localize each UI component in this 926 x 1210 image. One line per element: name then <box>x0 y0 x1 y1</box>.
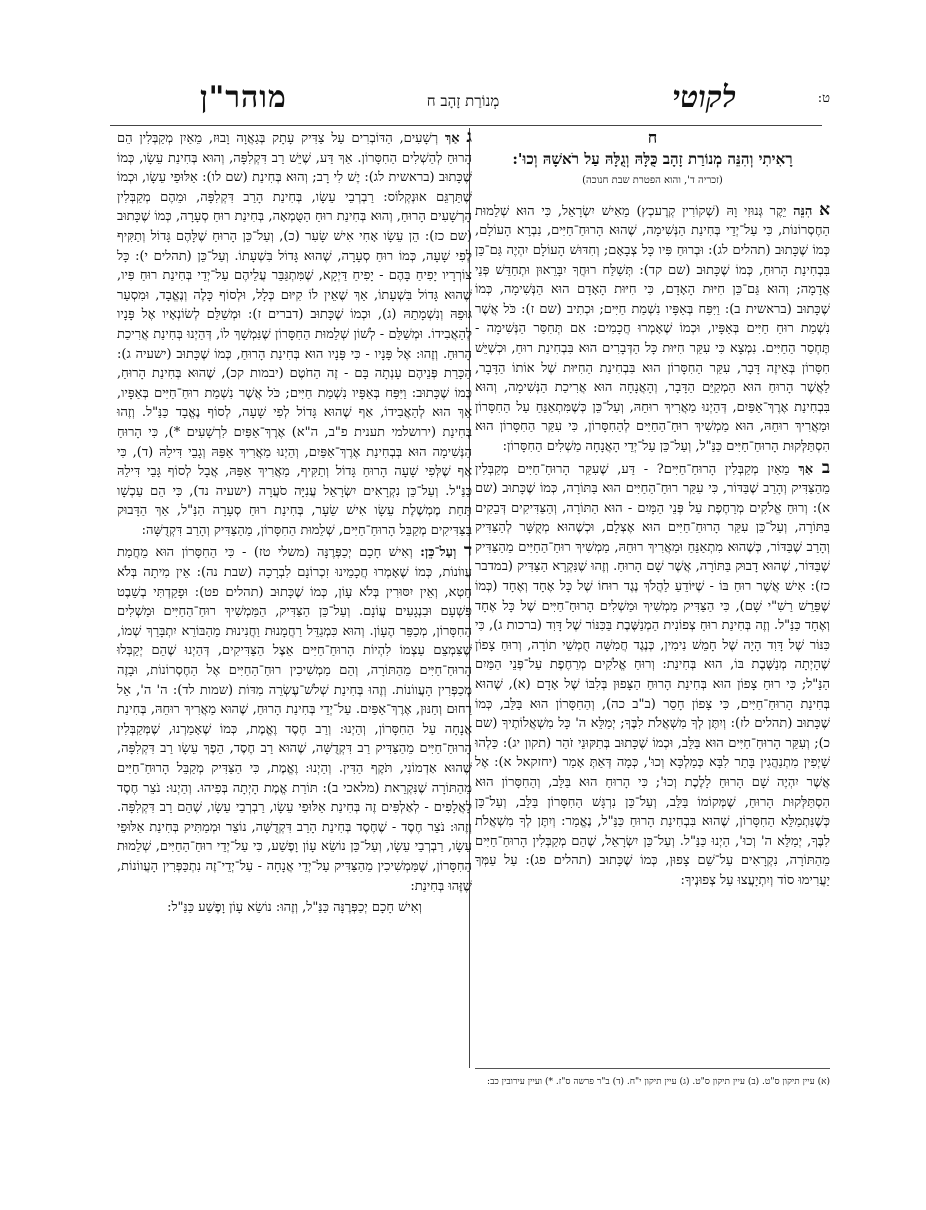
paragraph-opening-word: אַךְ <box>798 461 814 477</box>
paragraph-2 <box>475 459 830 891</box>
paragraph-label: ב <box>821 457 831 478</box>
chapter-title: רָאִיתִי וְהִנֵּה מְנוֹרַת זָהָב כֻּלָּהּ וְגֻלָּהּ עַל רֹאשָׁהּ וְכוּ': <box>512 149 793 168</box>
paragraph-3 <box>117 128 472 540</box>
footnote-rule <box>475 1068 830 1069</box>
paragraph-label: ד <box>463 541 472 562</box>
chapter-subtitle: (זכריה ד', והוא הפטרת שבת חנוכה) <box>582 175 723 187</box>
book-title-left: מוהר"ן <box>200 80 287 115</box>
closing-line: וְאִישׁ חָכָם יְכַפְּרֶנָּה כַּנַּ"ל, וְזֶהוּ: נוֹשֵׂא עָוֹן וָפֶשַׁע כַּנַּ"ל: <box>167 900 422 916</box>
paragraph-label: ג <box>466 127 473 147</box>
paragraph-label: א <box>819 199 831 220</box>
paragraph-text: מֵאַיִן מְקַבְּלִין הָרוּחַ־חַיִּים? - דַּע, שֶׁעִקַּר הָרוּחַ־חַיִּים מְקַבְּלִין מֵהַצַּדִּיק וְהָרַב שֶׁבַּדּוֹר, כִּי עִקַּר רוּחַ־הַחַיִּים הוּא בַּתּוֹרָה, כְּמוֹ שֶׁכָּתוּב (שם א): וְרוּחַ אֱלֹקִים מְרַחֶפֶת עַל פְּנֵי הַמָּיִם - הוּא הַתּוֹרָה, וְהַצַּדִּיקִים דְּבֵקִים בַּתּוֹרָה, וְעַל־כֵּן עִקַּר הָרוּחַ־חַיִּים הוּא אֶצְלָם, וּכְשֶׁהוּא מְקֻשָּׁר לְהַצַּדִּיק וְהָרַב שֶׁבַּדּוֹר, כְּשֶׁהוּא מִתְאַנֵּחַ וּמַאֲרִיךְ רוּחֵהּ, מַמְשִׁיךְ רוּחַ־הַחַיִּים מֵהַצַּדִּיק שֶׁבַּדּוֹר, שֶׁהוּא דָבוּק בַּתּוֹרָה, אֲשֶׁר שָׁם הָרוּחַ. וְזֶהוּ שֶׁנִּקְרָא הַצַּדִּיק (במדבר כז): אִישׁ אֲשֶׁר רוּחַ בּוֹ - שֶׁיּוֹדֵעַ לַהֲלֹךְ נֶגֶד רוּחוֹ שֶׁל כָּל אֶחָד וְאֶחָד (כְּמוֹ שֶׁפֵּרֵשׁ רַשִׁ"י שָׁם), כִּי הַצַּדִּיק מַמְשִׁיךְ וּמַשְׁלִים הָרוּחַ־חַיִּים שֶׁל כָּל אֶחָד וְאֶחָד כַּנַּ"ל. וְזֶה בְּחִינַת רוּחַ צְפוֹנִית הַמְנַשֶּׁבֶת בַּכִּנּוֹר שֶׁל דָּוִד (ברכות ג), כִּי כִּנּוֹר שֶׁל דָּוִד הָיָה שֶׁל חָמֵשׁ נִימִין, כְּנֶגֶד חֲמִשָּׁה חֻמְשֵׁי תוֹרָה, וְרוּחַ צָפוֹן שֶׁהָיְתָה מְנַשֶּׁבֶת בּוֹ, הוּא בְּחִינַת: וְרוּחַ אֱלֹקִים מְרַחֶפֶת עַל־פְּנֵי הַמַּיִם הַנַּ"ל; כִּי רוּחַ צָפוֹן הוּא בְּחִינַת הָרוּחַ הַצָּפוּן בְּלִבּוֹ שֶׁל אָדָם (א), שֶׁהוּא בְּחִינַת הָרוּחַ־חַיִּים, כִּי צָפוֹן חָסֵר (ב"ב כה), וְהַחִסָּרוֹן הוּא בַּלֵּב, כְּמוֹ שֶׁכָּתוּב (תהלים לז): וְיִתֶּן לְךָ מִשְׁאֲלֹת לִבֶּךָ; יְמַלֵּא ה' כָּל מִשְׁאֲלוֹתֶיךָ (שם כ); וְעִקַּר הָרוּחַ־חַיִּים הוּא בַּלֵּב, וּכְמוֹ שֶׁכָּתוּב בְּתִקּוּנֵי זֹהַר (תקון יג): כַּלְהוּ שָׁיְפִין מִתְנַהֲגִין בָּתַר לִבָּא כְּמַלְכָּא וְכוּ', כְּמָה דְּאַתְּ אָמַר (יחזקאל א): אֶל אֲשֶׁר יִהְיֶה שָׁם הָרוּחַ לָלֶכֶת וְכוּ'; כִּי הָרוּחַ הוּא בַּלֵּב, וְהַחִסָּרוֹן הוּא הִסְתַּלְּקוּת הָרוּחַ, שֶׁמְּקוֹמוֹ בַּלֵּב, וְעַל־כֵּן נִרְגָּשׁ הַחִסָּרוֹן בַּלֵּב, וְעַל־כֵּן כְּשֶׁנִּתְמַלֵּא הַחִסָּרוֹן, שֶׁהוּא בִּבְחִינַת הָרוּחַ כַּנַּ"ל, נֶאֱמַר: וְיִתֶּן לְךָ מִשְׁאֲלֹת לִבֶּךָ, יְמַלֵּא ה' וְכוּ', הַיְנוּ כַּנַּ"ל. וְעַל־כֵּן יִשְׂרָאֵל, שֶׁהֵם מְקַבְּלִין הָרוּחַ־חַיִּים מֵהַתּוֹרָה, נִקְרָאִים עַל־שֵׁם צָפוּן, כְּמוֹ שֶׁכָּתוּב (תהלים פג): עַל עַמְּךָ יַעֲרִימוּ סוֹד וְיִתְיָעֲצוּ עַל צְפוּנֶיךָ: <box>475 461 830 888</box>
paragraph-1 <box>475 201 830 457</box>
left-column <box>117 128 472 920</box>
right-column <box>475 128 830 893</box>
folio-number: ט: <box>817 91 830 106</box>
paragraph-text: יֵקֶר גְּנוּזִי וָהּ (שְׁקוֹרִין קְרֶעכְץ) מֵאִישׁ יִשְׂרָאֵל, כִּי הוּא שְׁלֵמוּת הַחֶסְרוֹנוֹת, כִּי עַל־יְדֵי בְּחִינַת הַנְּשִׁימָה, שֶׁהוּא הָרוּחַ־חַיִּים, נִבְרָא הָעוֹלָם, כְּמוֹ שֶׁכָּתוּב (תהלים לג): וּבְרוּחַ פִּיו כָּל צְבָאָם; וְחִדּוּשׁ הָעוֹלָם יִהְיֶה גַּם־כֵּן בִּבְחִינַת הָרוּחַ, כְּמוֹ שֶׁכָּתוּב (שם קד): תְּשַׁלַּח רוּחֲךָ יִבָּרֵאוּן וּתְחַדֵּשׁ פְּנֵי אֲדָמָה; וְהוּא גַּם־כֵּן חִיּוּת הָאָדָם, כִּי חִיּוּת הָאָדָם הוּא הַנְּשִׁימָה, כְּמוֹ שֶׁכָּתוּב (בראשית ב): וַיִּפַּח בְּאַפָּיו נִשְׁמַת חַיִּים; וּכְתִיב (שם ז): כֹּל אֲשֶׁר נִשְׁמַת רוּחַ חַיִּים בְּאַפָּיו, וּכְמוֹ שֶׁאָמְרוּ חֲכָמִים: אִם תְּחִסַּר הַנְּשִׁימָה - תֶּחְסַר הַחַיִּים. נִמְצָא כִּי עִקַּר חִיּוּת כָּל הַדְּבָרִים הוּא בִּבְחִינַת רוּחַ, וּכְשֶׁיֵּשׁ חִסָּרוֹן בְּאֵיזֶה דָּבָר, עִקַּר הַחִסָּרוֹן הוּא בִּבְחִינַת הַחִיּוּת שֶׁל אוֹתוֹ הַדָּבָר, לַאֲשֶׁר הָרוּחַ הוּא הַמְקַיֵּם הַדָּבָר, וְהָאֲנָחָה הוּא אֲרִיכַת הַנְּשִׁימָה, וְהוּא בִּבְחִינַת אֶרֶךְ־אַפַּיִם, דְּהַיְנוּ מַאֲרִיךְ רוּחֵהּ, וְעַל־כֵּן כְּשֶׁמִּתְאַנֵּחַ עַל הַחִסָּרוֹן וּמַאֲרִיךְ רוּחֵהּ, הוּא מַמְשִׁיךְ רוּחַ־הַחַיִּים לְהַחִסָּרוֹן, כִּי עִקַּר הַחִסָּרוֹן הוּא הִסְתַּלְּקוּת הָרוּחַ־חַיִּים כַּנַּ"ל, וְעַל־כֵּן עַל־יְדֵי הָאֲנָחָה מַשְׁלִים הַחִסָּרוֹן: <box>475 203 830 454</box>
footnotes: (א) עיין תיקון ס"ט. (ב) עיין תיקון ס"ט. (ג) עיין תיקון י"ח. (ד) ב"ר פרשה ס"ז. *) ועיין עירובין כב: <box>487 1077 830 1087</box>
paragraph-opening-word: אַךְ <box>444 131 460 146</box>
running-head: מְנוֹרַת זָהָב ח <box>426 92 500 110</box>
paragraph-text: וְאִישׁ חָכָם יְכַפְּרֶנָּה (משלי טז) - כִּי הַחִסָּרוֹן הוּא מֵחֲמַת עֲווֹנוֹת, כְּמוֹ שֶׁאָמְרוּ חֲכָמֵינוּ זִכְרוֹנָם לִבְרָכָה (שבת נה): אֵין מִיתָה בְּלֹא חֵטְא, וְאֵין יִסּוּרִין בְּלֹא עָוֹן, כְּמוֹ שֶׁכָּתוּב (תהלים פט): וּפָקַדְתִּי בְשֵׁבֶט פִּשְׁעָם וּבִנְגָעִים עֲוֹנָם. וְעַל־כֵּן הַצַּדִּיק, הַמַּמְשִׁיךְ רוּחַ־הַחַיִּים וּמַשְׁלִים הַחִסָּרוֹן, מְכַפֵּר הֶעָוֹן. וְהוּא כִּמְגַדֵּל רַחֲמָנוּת וַחֲנִינוּת מֵהַבּוֹרֵא יִתְבָּרַךְ שְׁמוֹ, שֶׁצִּמְצֵם עַצְמוֹ לִהְיוֹת הָרוּחַ־חַיִּים אֵצֶל הַצַּדִּיקִים, דְּהַיְנוּ שֶׁהֵם יְקַבְּלוּ הָרוּחַ־חַיִּים מֵהַתּוֹרָה, וְהֵם מַמְשִׁיכִין רוּחַ־הַחַיִּים אֶל הַחֶסְרוֹנוֹת, וּבָזֶה מְכַפְּרִין הָעֲווֹנוֹת. וְזֶהוּ בְּחִינַת שְׁלֹשׁ־עֶשְׂרֵה מִדּוֹת (שמות לד): ה' ה', אֵל רַחוּם וְחַנּוּן, אֶרֶךְ־אַפַּיִם. עַל־יְדֵי בְּחִינַת הָרוּחַ, שֶׁהוּא מַאֲרִיךְ רוּחֵהּ, בְּחִינַת אֲנָחָה עַל הַחִסָּרוֹן, וְהַיְנוּ: וְרַב חֶסֶד וֶאֱמֶת, כְּמוֹ שֶׁאָמַרְנוּ, שֶׁמְּקַבְּלִין הָרוּחַ־חַיִּים מֵהַצַּדִּיק רַב דִּקְדֻשָּׁה, שֶׁהוּא רַב חֶסֶד, הֵפֶךְ עֵשָׂו רַב דִּקְלִפָּה, שֶׁהוּא אַדְמוֹנִי, תֹּקֶף הַדִּין. וְהַיְנוּ: וֶאֱמֶת, כִּי הַצַּדִּיק מְקַבֵּל הָרוּחַ־חַיִּים מֵהַתּוֹרָה שֶׁנִּקְרֵאת (מלאכי ב): תּוֹרַת אֱמֶת הָיְתָה בְּפִיהוּ. וְהַיְנוּ: נֹצֵר חֶסֶד לָאֲלָפִים - לְאַלְפִּים זֶה בְּחִינַת אַלּוּפֵי עֵשָׂו, רַבְרְבֵי עֵשָׂו, שֶׁהֵם רַב דִּקְלִפָּה. וְזֶהוּ: נֹצֵר חֶסֶד - שֶׁחֶסֶד בְּחִינַת הָרַב דִּקְדֻשָּׁה, נוֹצֵר וּמְמַתִּיק בְּחִינַת אַלּוּפֵי עֵשָׂו, רַבְרְבֵי עֵשָׂו, וְעַל־כֵּן נוֹשֵׂא עָוֹן וָפֶשַׁע, כִּי עַל־יְדֵי רוּחַ־הַחַיִּים, שְׁלֵמוּת הַחִסָּרוֹן, שֶׁמַּמְשִׁיכִין מֵהַצַּדִּיק עַל־יְדֵי אֲנָחָה - עַל־יְדֵי־זֶה נִתְכַּפְּרִין הָעֲווֹנוֹת, שֶׁזֶּהוּ בְּחִינַת: <box>117 545 472 894</box>
paragraph-opening-word: וְעַל־כֵּן: <box>420 545 457 561</box>
paragraph-text: רְשָׁעִים, הַדּוֹבְרִים עַל צַדִּיק עָתָק בְּגַאֲוָה וָבוּז, מֵאַיִן מְקַבְּלִין הֵם הָרוּחַ לְהַשְׁלִים הַחִסָּרוֹן. אַךְ דַּע, שֶׁיֵּשׁ רַב דִּקְלִפָּה, וְהוּא בְּחִינַת עֵשָׂו, כְּמוֹ שֶׁכָּתוּב (בראשית לג): יֶשׁ לִי רָב; וְהוּא בְּחִינַת (שם לו): אַלּוּפֵי עֵשָׂו, וּכְמוֹ שֶׁתַּרְגֵּם אוּנְקְלוֹס: רַבְרְבֵי עֵשָׂו, בְּחִינַת הָרַב דִּקְלִפָּה, וּמֵהֶם מְקַבְּלִין הָרְשָׁעִים הָרוּחַ, וְהוּא בְּחִינַת רוּחַ הַטֻּמְאָה, בְּחִינַת רוּחַ סְעָרָה, כְּמוֹ שֶׁכָּתוּב (שם כז): הֵן עֵשָׂו אָחִי אִישׁ שָׂעִר (כ), וְעַל־כֵּן הָרוּחַ שֶׁלָּהֶם גָּדוֹל וְתַקִּיף לְפִי שָׁעָה, כְּמוֹ רוּחַ סְעָרָה, שֶׁהוּא גָּדוֹל בִּשְׁעָתוֹ. וְעַל־כֵּן (תהלים י): כָּל צוֹרְרָיו יָפִיחַ בָּהֶם - יָפִיחַ דַּיְקָא, שֶׁמִּתְגַּבֵּר עֲלֵיהֶם עַל־יְדֵי בְּחִינַת רוּחַ פִּיו, שֶׁהוּא גָּדוֹל בִּשְׁעָתוֹ, אַךְ שֶׁאֵין לוֹ קִיּוּם כְּלָל, וּלְסוֹף כָּלֶה וְנֶאֱבָד, וּמִסְעַר גּוּפֵהּ וְנִשְׁמָתֵהּ (ג), וּכְמוֹ שֶׁכָּתוּב (דברים ז): וּמְשַׁלֵּם לְשׂוֹנְאָיו אֶל פָּנָיו לְהַאֲבִידוֹ. וּמְשַׁלֵּם - לְשׁוֹן שְׁלֵמוּת הַחִסָּרוֹן שֶׁנִּמְשָׁךְ לוֹ, דְּהַיְנוּ בְּחִינַת אֲרִיכַת הָרוּחַ. וְזֶהוּ: אֶל פָּנָיו - כִּי פָּנָיו הוּא בְּחִינַת הָרוּחַ, כְּמוֹ שֶׁכָּתוּב (ישעיה ג): הַכָּרַת פְּנֵיהֶם עָנְתָה בָּם - זֶה הַחֹטֶם (יבמות קכ), שֶׁהוּא בְּחִינַת הָרוּחַ, כְּמוֹ שֶׁכָּתוּב: וַיִּפַּח בְּאַפָּיו נִשְׁמַת חַיִּים; כֹּל אֲשֶׁר נִשְׁמַת רוּחַ־חַיִּים בְּאַפָּיו, אַךְ הוּא לְהַאֲבִידוֹ, אַף שֶׁהוּא גָּדוֹל לְפִי שָׁעָה, לְסוֹף נֶאֱבָד כַּנַּ"ל. וְזֶהוּ בְּחִינַת (ירושלמי תענית פ"ב, ה"א) אֶרֶךְ־אַפַּיִם לִרְשָׁעִים *), כִּי הָרוּחַ הַנְּשִׁימָה הוּא בְּבְחִינַת אֶרֶךְ־אַפַּיִם, וְהַיְנוּ מַאֲרִיךְ אַפֵּהּ וְגָבֵי דִּילֵהּ (ד), כִּי אַף שֶׁלְּפִי שָׁעָה הָרוּחַ גָּדוֹל וְתַקִּיף, מַאֲרִיךְ אַפֵּהּ, אֲבָל לְסוֹף גָּבֵי דִּילֵהּ כַּנַּ"ל. וְעַל־כֵּן נִקְרָאִים יִשְׂרָאֵל עֲנִיָּה סֹעֲרָה (ישעיה נד), כִּי הֵם עַכְשָׁו תַּחַת מֶמְשֶׁלֶת עֵשָׂו אִישׁ שֵׂעָר, בְּחִינַת רוּחַ סְעָרָה הַנַּ"ל, אַךְ הַדָּבוּק בַּצַּדִּיקִים מְקַבֵּל הָרוּחַ־חַיִּים, שְׁלֵמוּת הַחִסָּרוֹן, מֵהַצַּדִּיק וְהָרַב דִּקְדֻשָּׁה: <box>117 131 472 538</box>
book-title-right: לקוטי <box>672 80 736 115</box>
paragraph-opening-word: הִנֵּה <box>793 203 813 219</box>
chapter-number: ח <box>647 128 658 147</box>
header-rule <box>110 125 822 126</box>
paragraph-4 <box>117 542 472 896</box>
